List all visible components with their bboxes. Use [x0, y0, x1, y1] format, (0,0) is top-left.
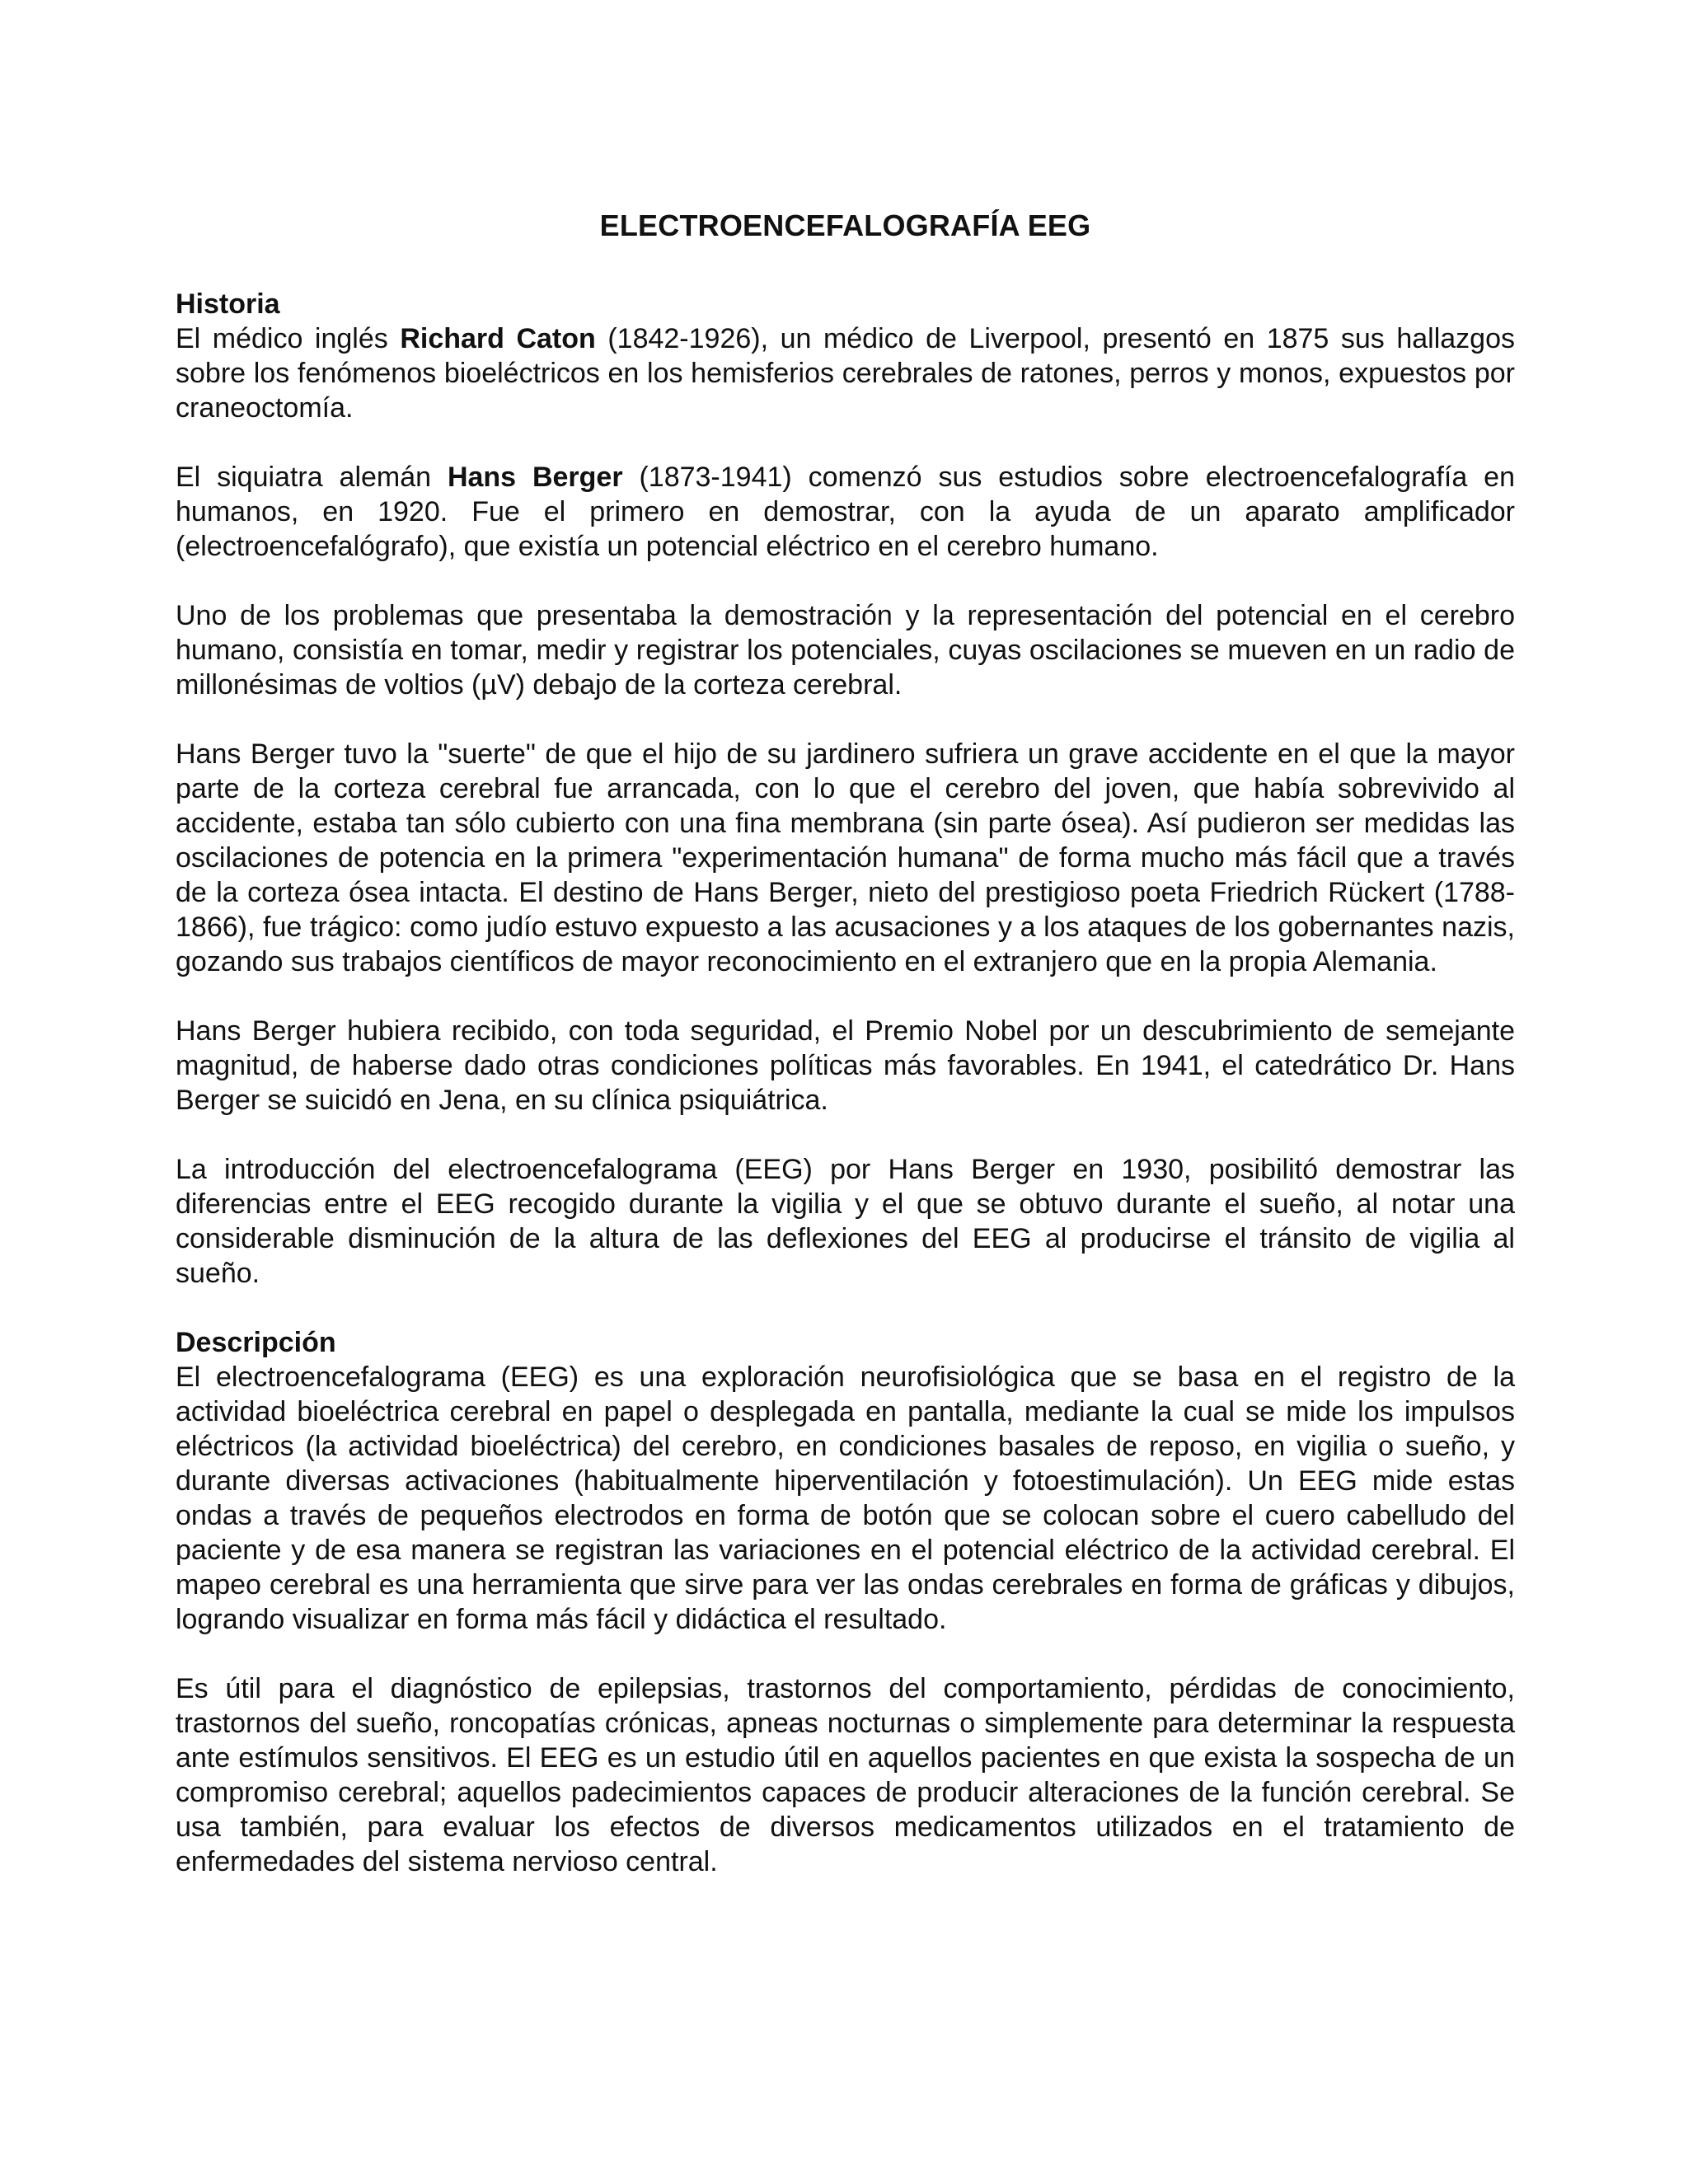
historia-p2-text-c: (1873-1941) comenzó sus estudios sobre electroencefalografía en humanos, en 1920. Fue el primero en demostrar, con la ayuda de un aparato amplificador (electroencefalógrafo), que existía un potencial eléctrico en el cerebro humano. [176, 462, 1515, 562]
historia-p2-name-hans-berger: Hans Berger [447, 462, 623, 493]
historia-p2-text-a: El siquiatra alemán [176, 462, 448, 493]
historia-p1-text-a: El médico inglés [176, 323, 401, 354]
section-descripcion [176, 1325, 1515, 1879]
historia-p1-text-c: (1842-1926), un médico de Liverpool, presentó en 1875 sus hallazgos sobre los fenómenos bioeléctricos en los hemisferios cerebrales de ratones, perros y monos, expuestos por craneoctomía. [176, 323, 1515, 424]
descripcion-paragraph-1: El electroencefalograma (EEG) es una exploración neurofisiológica que se basa en el registro de la actividad bioeléctrica cerebral en papel o desplegada en pantalla, mediante la cual se mide los impulsos eléctricos (la actividad bioeléctrica) del cerebro, en condiciones basales de reposo, en vigilia o sueño, y durante diversas activaciones (habitualmente hiperventilación y fotoestimulación). Un EEG mide estas ondas a través de pequeños electrodos en forma de botón que se colocan sobre el cuero cabelludo del paciente y de esa manera se registran las variaciones en el potencial eléctrico de la actividad cerebral. El mapeo cerebral es una herramienta que sirve para ver las ondas cerebrales en forma de gráficas y dibujos, logrando visualizar en forma más fácil y didáctica el resultado. [176, 1361, 1515, 1635]
historia-paragraph-2 [176, 460, 1515, 564]
section-heading-descripcion: Descripción [176, 1327, 336, 1358]
historia-paragraph-3: Uno de los problemas que presentaba la demostración y la representación del potencial en el cerebro humano, consistía en tomar, medir y registrar los potenciales, cuyas oscilaciones se mueven en un radio de millonésimas de voltios (µV) debajo de la corteza cerebral. [176, 600, 1515, 701]
document-page [176, 206, 1515, 1914]
section-historia [176, 287, 1515, 1291]
historia-paragraph-6: La introducción del electroencefalograma (EEG) por Hans Berger en 1930, posibilitó demostrar las diferencias entre el EEG recogido durante la vigilia y el que se obtuvo durante el sueño, al notar una considerable disminución de la altura de las deflexiones del EEG al producirse el tránsito de vigilia al sueño. [176, 1154, 1515, 1289]
historia-paragraph-5: Hans Berger hubiera recibido, con toda seguridad, el Premio Nobel por un descubrimiento de semejante magnitud, de haberse dado otras condiciones políticas más favorables. En 1941, el catedrático Dr. Hans Berger se suicidó en Jena, en su clínica psiquiátrica. [176, 1015, 1515, 1116]
historia-paragraph-1 [176, 321, 1515, 425]
historia-paragraph-4: Hans Berger tuvo la "suerte" de que el hijo de su jardinero sufriera un grave accidente en el que la mayor parte de la corteza cerebral fue arrancada, con lo que el cerebro del joven, que había sobrevivido al accidente, estaba tan sólo cubierto con una fina membrana (sin parte ósea). Así pudieron ser medidas las oscilaciones de potencia en la primera "experimentación humana" de forma mucho más fácil que a través de la corteza ósea intacta. El destino de Hans Berger, nieto del prestigioso poeta Friedrich Rückert (1788-1866), fue trágico: como judío estuvo expuesto a las acusaciones y a los ataques de los gobernantes nazis, gozando sus trabajos científicos de mayor reconocimiento en el extranjero que en la propia Alemania. [176, 738, 1515, 977]
historia-p1-name-richard-caton: Richard Caton [400, 323, 596, 354]
descripcion-paragraph-2: Es útil para el diagnóstico de epilepsias, trastornos del comportamiento, pérdidas de conocimiento, trastornos del sueño, roncopatías crónicas, apneas nocturnas o simplemente para determinar la respuesta ante estímulos sensitivos. El EEG es un estudio útil en aquellos pacientes en que exista la sospecha de un compromiso cerebral; aquellos padecimientos capaces de producir alteraciones de la función cerebral. Se usa también, para evaluar los efectos de diversos medicamentos utilizados en el tratamiento de enfermedades del sistema nervioso central. [176, 1673, 1515, 1877]
section-heading-historia: Historia [176, 288, 280, 320]
document-title: ELECTROENCEFALOGRAFÍA EEG [599, 209, 1091, 242]
